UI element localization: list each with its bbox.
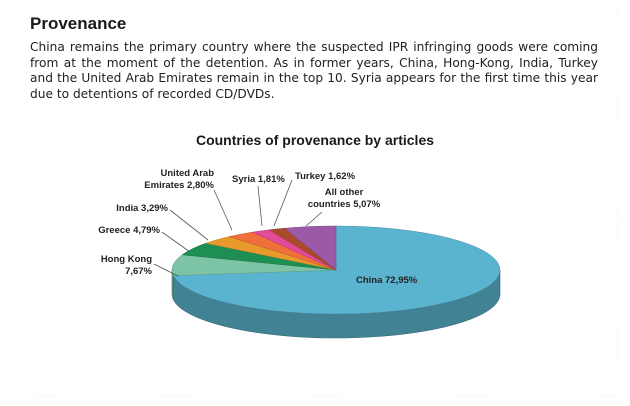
section-heading: Provenance [30,14,127,33]
leader-line-all-other-countries [306,212,322,226]
slice-label-india: India 3,29% [116,203,168,214]
slice-label-syria: Syria 1,81% [232,174,285,185]
leader-line-syria [258,186,262,226]
slice-label-hong-kong: Hong Kong 7,67% [100,254,152,277]
slice-label-united-arab-emirates: United Arab Emirates 2,80% [144,168,214,191]
leader-line-turkey [274,180,292,226]
leader-line-india [170,210,208,240]
slice-label-all-other-countries: All other countries 5,07% [307,187,381,210]
leader-line-greece [162,232,190,252]
slice-label-greece: Greece 4,79% [98,225,160,236]
slice-label-china: China 72,95% [356,275,418,286]
leader-line-united-arab-emirates [214,190,232,230]
section-paragraph: China remains the primary country where the suspected IPR infringing goods were coming from at the moment of the detention. As in former years, China, Hong-Kong, India, Turkey and the United Arab Emirates remain in the top 10. Syria appears for the first time this year due to detentions of recorded CD/DVDs. [30,40,598,101]
chart-title: Countries of provenance by articles [195,132,435,148]
slice-label-turkey: Turkey 1,62% [295,171,356,182]
